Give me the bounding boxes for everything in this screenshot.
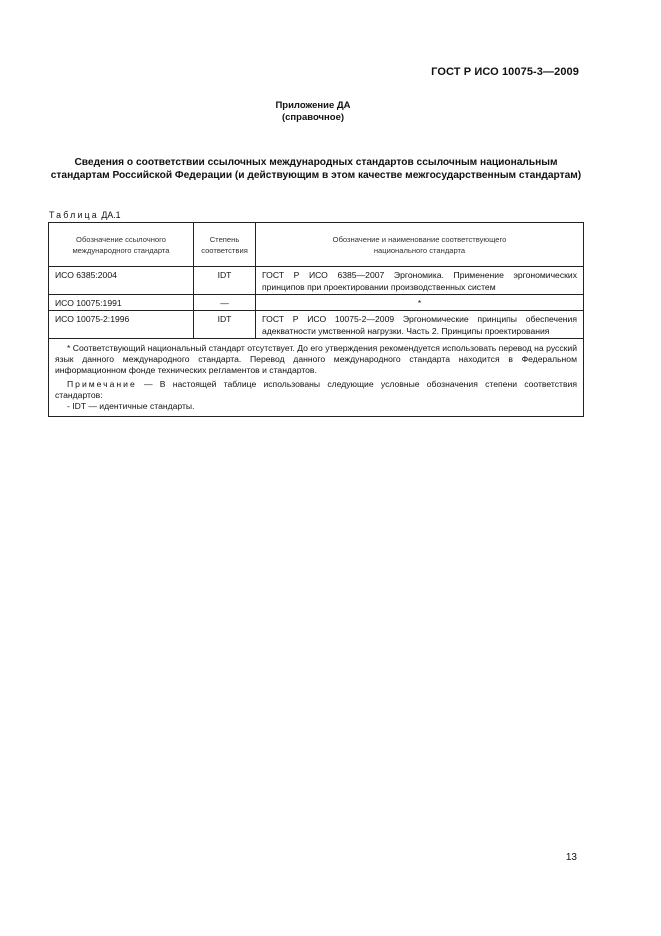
correspondence-table-container — [48, 222, 583, 417]
cell-degree: IDT — [194, 311, 256, 339]
table-notes-cell — [49, 339, 584, 417]
note-paragraph — [55, 379, 577, 401]
cell-international: ИСО 10075:1991 — [49, 295, 194, 311]
cell-international: ИСО 10075-2:1996 — [49, 311, 194, 339]
cell-national: * — [256, 295, 584, 311]
cell-degree: IDT — [194, 267, 256, 295]
table-caption — [49, 210, 121, 220]
appendix-title: Приложение ДА — [275, 100, 351, 111]
table-header-row — [49, 223, 584, 267]
correspondence-table — [48, 222, 584, 417]
table-caption-label: Таблица — [49, 210, 99, 220]
document-code-header: ГОСТ Р ИСО 10075-3—2009 — [431, 66, 579, 78]
appendix-heading — [0, 100, 626, 124]
appendix-subtitle: (справочное) — [281, 112, 345, 123]
table-row — [49, 311, 584, 339]
cell-national: ГОСТ Р ИСО 6385—2007 Эргономика. Применение эргономических принципов при проектировании производственных систем — [256, 267, 584, 295]
note-text: — В настоящей таблице использованы следующие условные обозначения степени соответствия стандартов: — [55, 379, 577, 400]
table-row — [49, 267, 584, 295]
section-title: Сведения о соответствии ссылочных международных стандартов ссылочным национальным стандартам Российской Федерации (и действующим в этом качестве межгосударственным стандартам) — [50, 157, 582, 181]
table-notes-row — [49, 339, 584, 417]
cell-international: ИСО 6385:2004 — [49, 267, 194, 295]
footnote-text: * Соответствующий национальный стандарт отсутствует. До его утверждения рекомендуется использовать перевод на русский язык данного международного стандарта. Перевод данного международного стандарта находится в Федеральном информационном фонде технических регламентов и стандартов. — [55, 343, 577, 375]
cell-national: ГОСТ Р ИСО 10075-2—2009 Эргономические принципы обеспечения адекватности умственной нагрузки. Часть 2. Принципы проектирования — [256, 311, 584, 339]
cell-degree: — — [194, 295, 256, 311]
table-caption-number: ДА.1 — [101, 210, 121, 220]
note-label: Примечание — [67, 379, 137, 389]
column-header-degree: Степень соответствия — [194, 223, 256, 267]
column-header-international: Обозначение ссылочного международного стандарта — [49, 223, 194, 267]
column-header-national: Обозначение и наименование соответствующего национального стандарта — [256, 223, 584, 267]
note-list-item: - IDT — идентичные стандарты. — [67, 401, 195, 411]
page-number: 13 — [565, 852, 577, 863]
table-row — [49, 295, 584, 311]
